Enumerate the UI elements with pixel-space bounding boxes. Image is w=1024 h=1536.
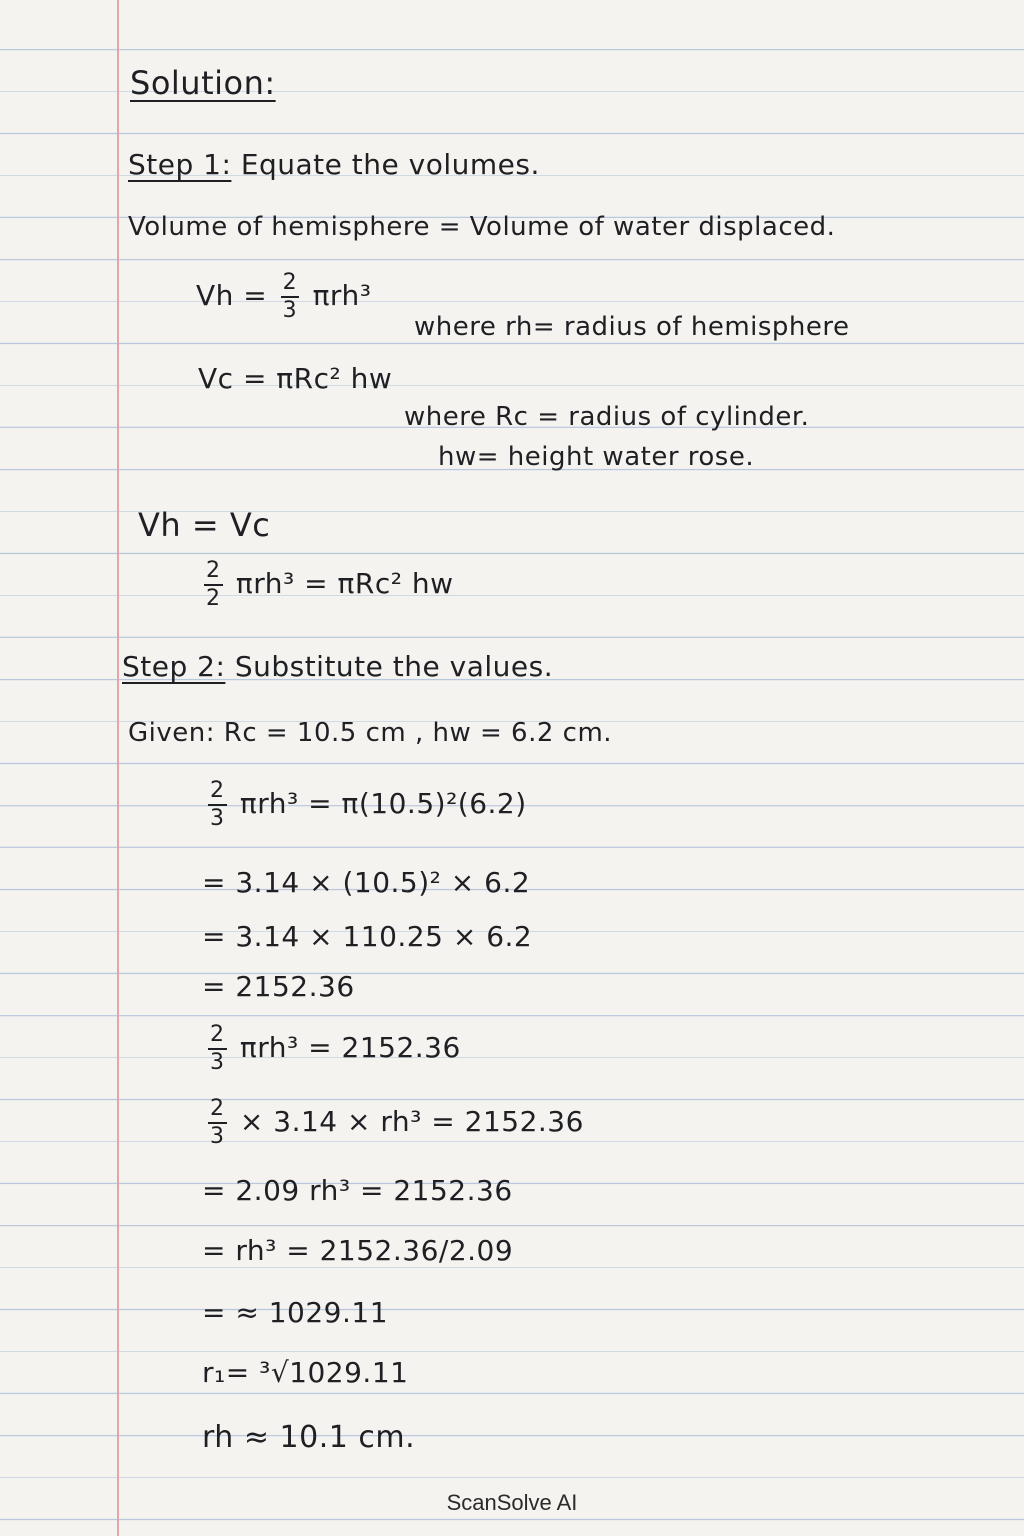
equate-expanded: [200, 560, 454, 610]
calc5-rhs: πrh³ = 2152.36: [239, 1031, 461, 1064]
calc5-fraction: [208, 1024, 227, 1074]
calc1-fraction: [208, 780, 227, 830]
vh-formula: [196, 272, 371, 322]
watermark: ScanSolve AI: [446, 1490, 578, 1515]
rh-definition: where rh= radius of hemisphere: [414, 312, 850, 342]
vh-lhs: Vh =: [196, 279, 268, 312]
equate-fraction: [204, 560, 223, 610]
calc5-frac-den: 3: [210, 1050, 225, 1075]
vh-frac-den: 3: [282, 298, 298, 323]
calc5-frac-num: 2: [208, 1024, 227, 1050]
given-values: Given: Rc = 10.5 cm , hw = 6.2 cm.: [128, 718, 613, 748]
calc-line-5: [204, 1024, 461, 1074]
equate-frac-num: 2: [204, 560, 223, 586]
step2-text: Substitute the values.: [234, 650, 554, 683]
volume-statement: Volume of hemisphere = Volume of water displaced.: [128, 212, 836, 242]
final-answer: rh ≈ 10.1 cm.: [202, 1420, 416, 1455]
calc-line-9: = ≈ 1029.11: [202, 1296, 389, 1329]
calc1-frac-den: 3: [210, 806, 225, 831]
vh-fraction: [281, 272, 300, 322]
calc6-fraction: [208, 1098, 227, 1148]
calc-line-1: [204, 780, 527, 830]
calc-line-10: r₁= ³√1029.11: [202, 1356, 409, 1389]
rc-definition: where Rc = radius of cylinder.: [404, 402, 810, 432]
step1-heading: [128, 148, 540, 181]
calc-line-4: = 2152.36: [202, 970, 355, 1003]
step2-label: Step 2:: [122, 650, 226, 683]
calc6-rhs: × 3.14 × rh³ = 2152.36: [239, 1105, 584, 1138]
step1-label: Step 1:: [128, 148, 232, 181]
calc1-frac-num: 2: [208, 780, 227, 806]
vh-rhs: πrh³: [312, 279, 372, 312]
equate-frac-den: 2: [206, 586, 221, 611]
calc-line-8: = rh³ = 2152.36/2.09: [202, 1234, 514, 1267]
calc6-frac-den: 3: [210, 1124, 225, 1149]
step2-heading: [122, 650, 553, 683]
calc-line-3: = 3.14 × 110.25 × 6.2: [202, 920, 533, 953]
calc-line-6: [204, 1098, 584, 1148]
hw-definition: hw= height water rose.: [438, 442, 755, 472]
notebook-margin-line: [117, 0, 119, 1536]
equate-volumes: Vh = Vc: [138, 506, 271, 544]
equate-rhs: πrh³ = πRc² hw: [235, 567, 454, 600]
step1-text: Equate the volumes.: [240, 148, 540, 181]
calc-line-2: = 3.14 × (10.5)² × 6.2: [202, 866, 531, 899]
solution-title: Solution:: [130, 64, 276, 102]
calc1-rhs: πrh³ = π(10.5)²(6.2): [239, 787, 527, 820]
calc6-frac-num: 2: [208, 1098, 227, 1124]
calc-line-7: = 2.09 rh³ = 2152.36: [202, 1174, 513, 1207]
vh-frac-num: 2: [281, 272, 300, 298]
vc-formula: Vc = πRc² hw: [198, 362, 393, 395]
